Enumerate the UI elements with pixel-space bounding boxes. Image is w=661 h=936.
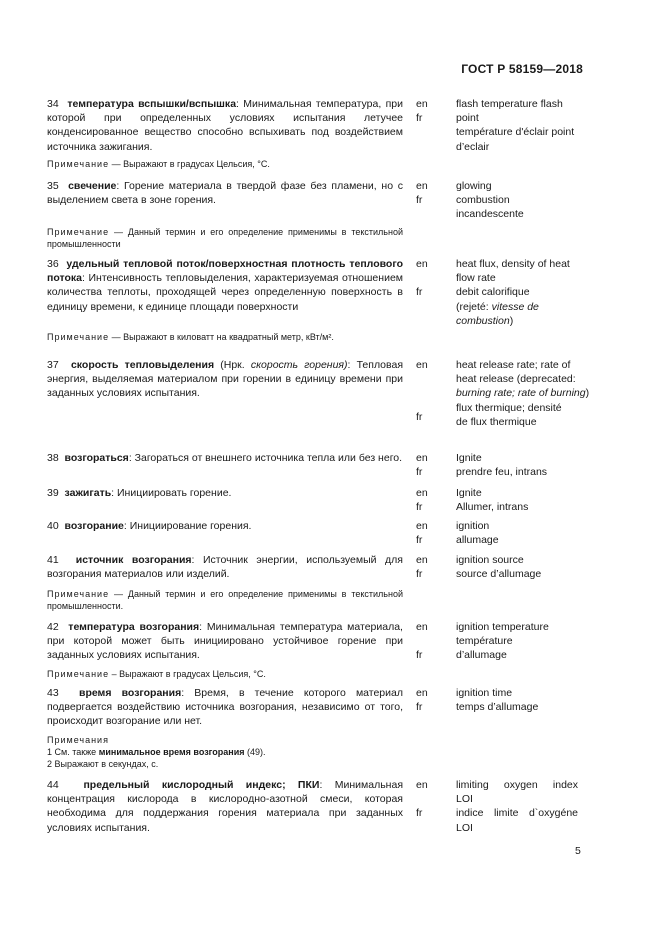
note-35: Примечание — Данный термин и его определение применимы в текстильной промышленности [47, 227, 403, 249]
english-term: ignition [456, 520, 490, 532]
translations [456, 778, 581, 835]
term-name: источник возгорания [75, 554, 192, 566]
translations [456, 257, 581, 328]
term-definition: 35 свечение: Горение материала в твердой фазе без пламени, но с выделением света в зоне горения. [47, 180, 403, 207]
term-definition: 37 скорость тепловыделения (Нрк. скорость горения): Тепловая энергия, выделяемая материалом при горении в единицу времени при заданных условиях испытания. [47, 359, 404, 400]
term-definition: 42 температура возгорания: Минимальная температура материала, при которой может быть инициировано устойчивое горение при заданных условиях испытания. [47, 621, 403, 662]
french-term: Allumer, intrans [456, 501, 529, 514]
english-term: ignition temperature [456, 621, 549, 633]
english-term: heat release rate; rate of heat release (deprecated: burning rate; rate of burning) [456, 359, 590, 400]
term-name: удельный тепловой поток/поверхностная плотность теплового потока [47, 258, 403, 285]
language-codes: en [416, 359, 428, 371]
french-term: debit calorifique [456, 286, 530, 299]
term-definition: 43 время возгорания: Время, в течение которого материал подвергается воздействию источника возгорания, независимо от того, происходит возгорание или нет. [47, 687, 403, 728]
term-definition: 34 температура вспышки/вспышка: Минимальная температура, при которой при определенных условиях испытания летучее конденсированное вещество способно вспыхивать под воздействием источника зажигания. [47, 98, 403, 153]
language-code-fr: fr [416, 411, 423, 423]
french-term: flux thermique; densité de flux thermique [456, 401, 562, 428]
note-43: Примечания 1 См. также минимальное время возгорания (49). 2 Выражают в секундах, с. [47, 735, 266, 769]
english-term: Ignite [456, 487, 482, 499]
term-name: возгораться [64, 452, 129, 464]
english-term: flash temperature flash point [456, 98, 563, 125]
term-definition: 38 возгораться: Загораться от внешнего источника тепла или без него. [47, 452, 403, 464]
french-term: allumage [456, 534, 499, 547]
term-definition: 39 зажигать: Инициировать горение. [47, 487, 232, 499]
term-definition: 44 предельный кислородный индекс; ПКИ: Минимальная концентрация кислорода в кислородно-азотной смеси, которая необходима для поддержания горения материала при заданных условиях испытания. [47, 779, 404, 834]
translations [456, 519, 581, 547]
document-header: ГОСТ Р 58159—2018 [461, 62, 583, 76]
note-36: Примечание — Выражают в киловатт на квадратный метр, кВт/м². [47, 332, 334, 342]
french-term: combustion incandescente [456, 194, 524, 221]
english-term: ignition source [456, 554, 524, 566]
term-definition: 40 возгорание: Инициирование горения. [47, 520, 252, 532]
french-term-cont: d’allumage [456, 649, 507, 662]
note-42: Примечание – Выражают в градусах Цельсия, °С. [47, 669, 266, 679]
french-term: temps d’allumage [456, 701, 539, 714]
french-term: température d'éclair point d’eclair [456, 126, 575, 153]
translations [456, 486, 581, 514]
english-term: ignition time [456, 687, 513, 699]
english-term: Ignite [456, 452, 482, 464]
note-34: Примечание — Выражают в градусах Цельсия, °С. [47, 159, 270, 169]
term-name: возгорание [64, 520, 124, 532]
language-codes: en fr [416, 520, 428, 547]
language-codes: en fr [416, 487, 428, 514]
language-codes: en fr [416, 554, 428, 581]
french-term: température [456, 635, 513, 648]
term-name: свечение [68, 180, 117, 192]
term-name: предельный кислородный индекс; ПКИ [83, 779, 320, 791]
french-term: source d’allumage [456, 568, 542, 581]
french-term: indice limite d`oxygéne LOI [456, 807, 578, 834]
language-codes: en fr [416, 452, 428, 479]
language-codes: en fr [416, 180, 428, 207]
term-name: температура вспышки/вспышка [67, 98, 237, 110]
translations [456, 358, 590, 429]
note-41: Примечание — Данный термин и его определение применимы в текстильной промышленности. [47, 589, 403, 611]
language-codes: en fr [416, 258, 428, 299]
term-name: температура возгорания [68, 621, 200, 633]
language-codes: en fr [416, 98, 428, 125]
term-definition: 41 источник возгорания: Источник энергии, используемый для возгорания материалов или изделий. [47, 554, 403, 581]
translations [456, 553, 581, 581]
english-term: glowing [456, 180, 492, 192]
term-name: зажигать [64, 487, 112, 499]
english-term: heat flux, density of heat flow rate [456, 258, 570, 285]
term-definition: 36 удельный тепловой поток/поверхностная плотность теплового потока: Интенсивность тепловыделения, характеризуемая отношением количества теплоты, проходящей через определенную поверхность в единицу времени, к единице площади поверхности [47, 258, 403, 313]
french-term: prendre feu, intrans [456, 466, 548, 479]
language-codes: en fr [416, 779, 428, 820]
translations [456, 451, 581, 479]
english-term: limiting oxygen index LOI [456, 779, 578, 806]
language-codes: en fr [416, 687, 428, 714]
language-codes: en fr [416, 621, 428, 662]
page-number: 5 [575, 845, 581, 857]
translations [456, 97, 581, 154]
term-name: время возгорания [78, 687, 182, 699]
translations [456, 620, 581, 663]
french-term-deprecated: (rejeté: vitesse de combustion) [456, 300, 539, 327]
translations [456, 179, 581, 222]
term-name: скорость тепловыделения [70, 359, 215, 371]
translations [456, 686, 581, 714]
